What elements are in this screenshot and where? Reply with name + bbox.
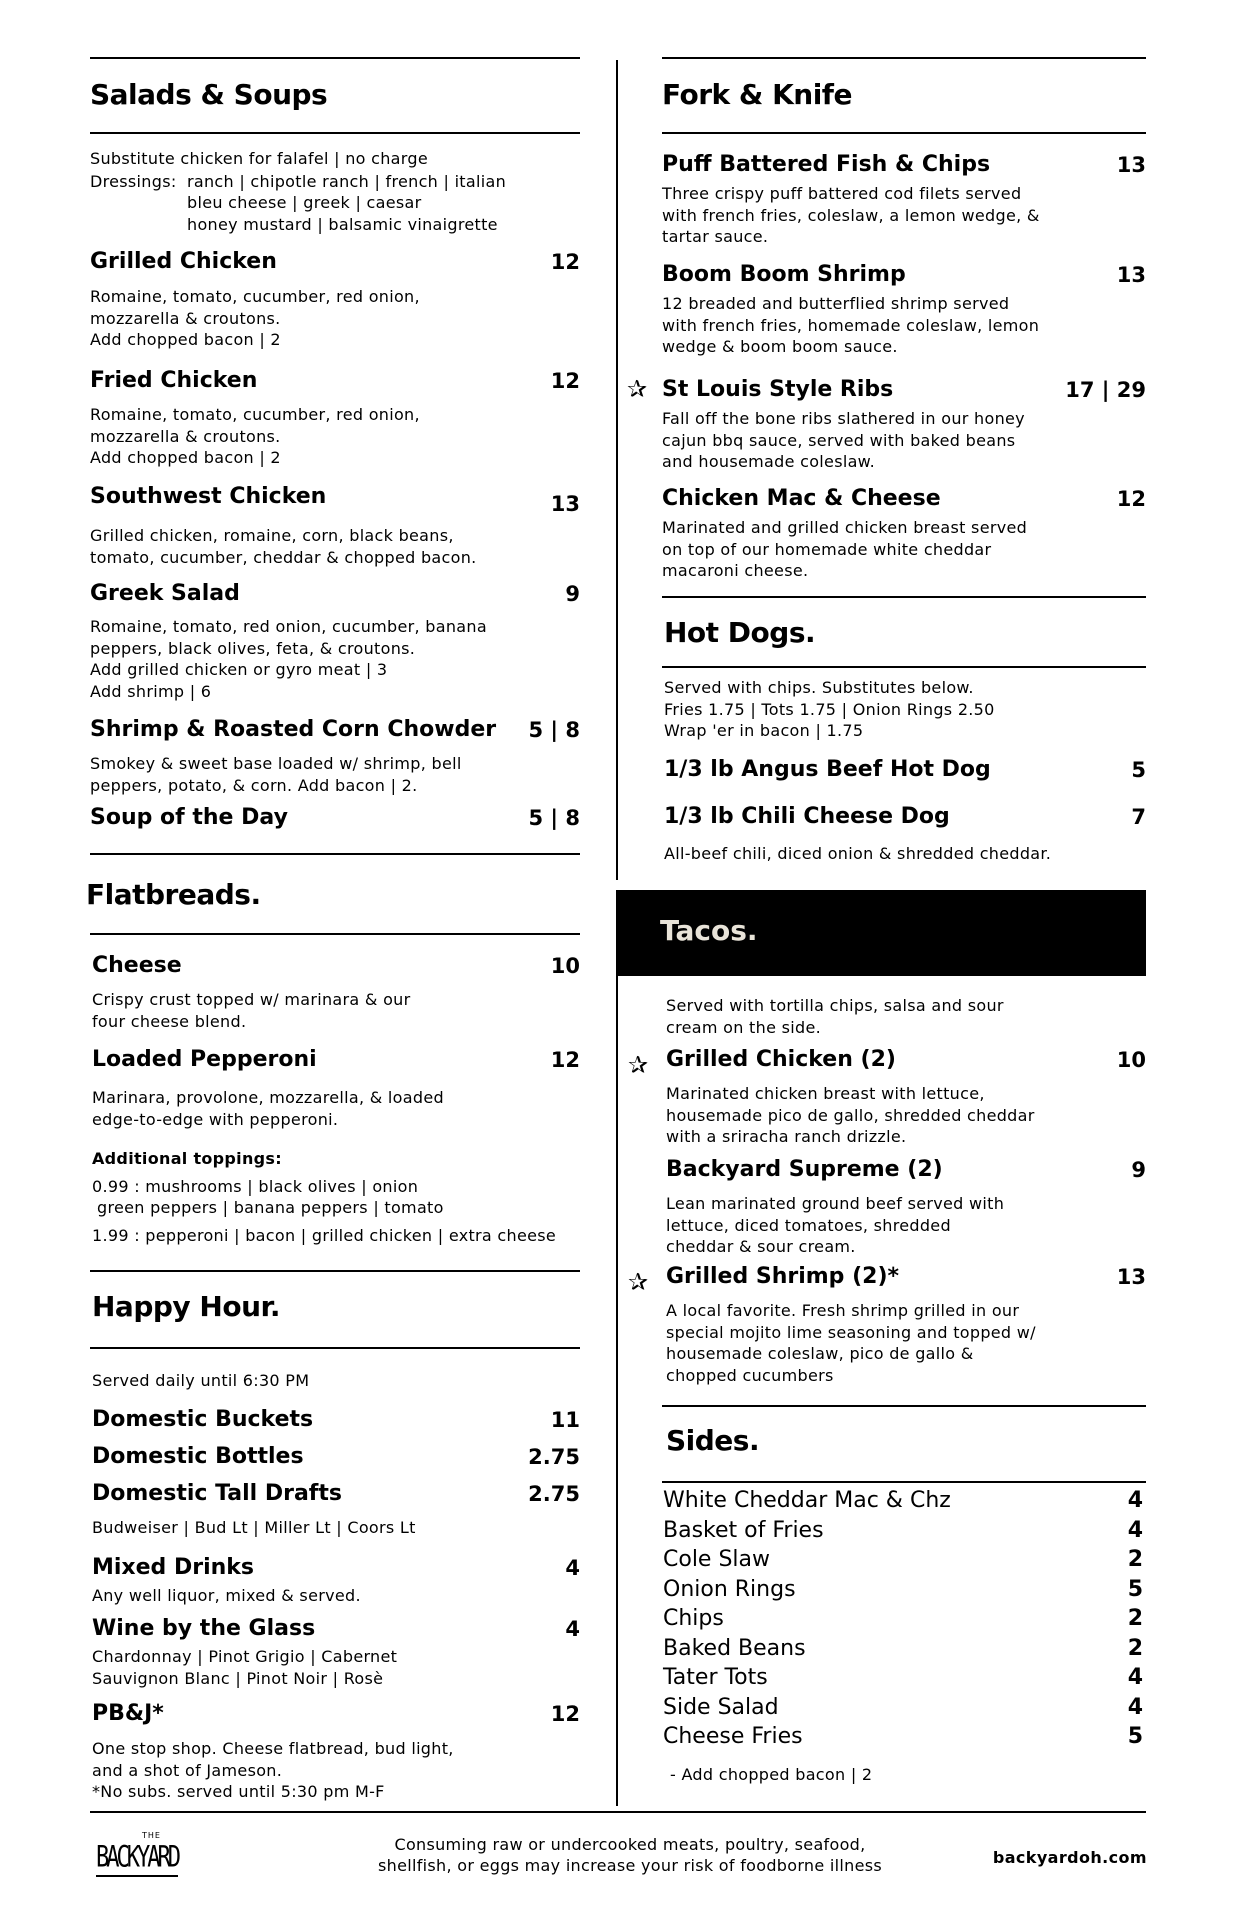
divider: [662, 132, 1146, 134]
logo-underline: [96, 1875, 178, 1877]
dressings-line: honey mustard | balsamic vinaigrette: [187, 215, 498, 234]
dressings-line: ranch | chipotle ranch | french | italian: [187, 172, 507, 191]
menu-item-desc: Three crispy puff battered cod filets served with french fries, coleslaw, a lemon wedge, & tartar sauce.: [662, 184, 1040, 246]
menu-item-price: 17 | 29: [1065, 378, 1146, 402]
menu-item-price: 4: [565, 1617, 580, 1641]
menu-item-name: Grilled Shrimp (2)*: [666, 1264, 900, 1289]
menu-item-price: 13: [1116, 1265, 1146, 1289]
menu-item-desc: Marinara, provolone, mozzarella, & loaded edge-to-edge with pepperoni.: [92, 1088, 444, 1129]
menu-item-desc: Romaine, tomato, red onion, cucumber, banana peppers, black olives, feta, & croutons. Add grilled chicken or gyro meat | 3 Add shrimp | 6: [90, 617, 487, 701]
side-item: Cheese Fries 5: [663, 1724, 1143, 1749]
logo-the: THE: [142, 1831, 161, 1840]
divider: [90, 853, 580, 855]
menu-item-desc: One stop shop. Cheese flatbread, bud light, and a shot of Jameson. *No subs. served until 5:30 pm M-F: [92, 1739, 454, 1801]
divider: [90, 57, 580, 59]
salads-title: Salads & Soups: [90, 78, 328, 111]
tacos-note: Served with tortilla chips, salsa and sour cream on the side.: [666, 996, 1004, 1037]
sides-list: [663, 1488, 1143, 1754]
divider: [662, 596, 1146, 598]
toppings-label: Additional toppings:: [92, 1149, 282, 1168]
menu-item-desc: Fall off the bone ribs slathered in our honey cajun bbq sauce, served with baked beans and housemade coleslaw.: [662, 409, 1025, 471]
divider: [662, 1405, 1146, 1407]
menu-item-name: Wine by the Glass: [92, 1616, 316, 1641]
hot-dogs-title: Hot Dogs.: [664, 616, 816, 649]
toppings-line: 1.99 : pepperoni | bacon | grilled chicken | extra cheese: [92, 1226, 557, 1245]
menu-item-desc: Romaine, tomato, cucumber, red onion, mozzarella & croutons. Add chopped bacon | 2: [90, 405, 420, 467]
menu-item-name: Greek Salad: [90, 581, 240, 606]
menu-item-name: Fried Chicken: [90, 368, 258, 393]
menu-item-name: Southwest Chicken: [90, 484, 327, 509]
menu-item-name: Mixed Drinks: [92, 1555, 254, 1580]
menu-item-price: 12: [550, 1702, 580, 1726]
menu-item-name: Grilled Chicken (2): [666, 1047, 896, 1072]
column-divider: [616, 60, 618, 880]
menu-item-name: Domestic Tall Drafts: [92, 1481, 342, 1506]
divider: [662, 57, 1146, 59]
menu-item-price: 4: [565, 1556, 580, 1580]
menu-item-name: 1/3 lb Chili Cheese Dog: [664, 804, 950, 829]
menu-item-price: 11: [550, 1408, 580, 1432]
menu-item-price: 5 | 8: [528, 718, 580, 742]
menu-item-desc: 12 breaded and butterflied shrimp served with french fries, homemade coleslaw, lemon wedge & boom boom sauce.: [662, 294, 1040, 356]
flatbreads-title: Flatbreads.: [86, 878, 261, 911]
divider: [662, 1481, 1146, 1483]
star-icon: ✰: [627, 375, 648, 403]
menu-item-desc: Crispy crust topped w/ marinara & our four cheese blend.: [92, 990, 411, 1031]
star-icon: ✰: [628, 1268, 649, 1296]
menu-item-name: Chicken Mac & Cheese: [662, 486, 941, 511]
menu-item-price: 13: [550, 492, 580, 516]
menu-item-price: 12: [550, 1048, 580, 1072]
dressings-line: bleu cheese | greek | caesar: [187, 193, 422, 212]
side-item: Tater Tots 4: [663, 1665, 1143, 1690]
menu-item-price: 5 | 8: [528, 806, 580, 830]
menu-item-desc: Any well liquor, mixed & served.: [92, 1586, 361, 1605]
menu-item-desc: Marinated chicken breast with lettuce, housemade pico de gallo, shredded cheddar with a sriracha ranch drizzle.: [666, 1084, 1035, 1146]
side-item: Cole Slaw 2: [663, 1547, 1143, 1572]
menu-item-name: Boom Boom Shrimp: [662, 262, 906, 287]
footer-divider: [90, 1811, 1146, 1813]
menu-item-name: Puff Battered Fish & Chips: [662, 152, 991, 177]
menu-item-desc: Marinated and grilled chicken breast served on top of our homemade white cheddar macaroni cheese.: [662, 518, 1028, 580]
menu-item-desc: A local favorite. Fresh shrimp grilled in our special mojito lime seasoning and topped w/ housemade coleslaw, pico de gallo & chopped cucumbers: [666, 1301, 1036, 1385]
menu-item-price: 12: [550, 369, 580, 393]
divider: [662, 666, 1146, 668]
side-item: Side Salad 4: [663, 1694, 1143, 1720]
menu-item-price: 12: [550, 250, 580, 274]
side-item: Chips 2: [663, 1606, 1143, 1631]
salads-note: Substitute chicken for falafel | no charge: [90, 149, 428, 168]
menu-item-name: Grilled Chicken: [90, 249, 277, 274]
happy-hour-title: Happy Hour.: [92, 1290, 280, 1323]
menu-item-price: 7: [1131, 805, 1146, 829]
menu-item-name: Domestic Bottles: [92, 1444, 304, 1469]
menu-item-desc: Romaine, tomato, cucumber, red onion, mozzarella & croutons. Add chopped bacon | 2: [90, 287, 420, 349]
menu-item-price: 9: [565, 582, 580, 606]
menu-item-name: 1/3 lb Angus Beef Hot Dog: [664, 757, 991, 782]
happy-hour-note: Served daily until 6:30 PM: [92, 1371, 310, 1390]
menu-item-price: 2.75: [528, 1445, 580, 1469]
logo-wordmark: BACKYARD: [96, 1841, 178, 1875]
star-icon: ✰: [628, 1051, 649, 1079]
menu-item-price: 13: [1116, 153, 1146, 177]
menu-item-name: St Louis Style Ribs: [662, 377, 894, 402]
menu-item-desc: Grilled chicken, romaine, corn, black beans, tomato, cucumber, cheddar & chopped bacon.: [90, 526, 477, 567]
menu-item-name: Shrimp & Roasted Corn Chowder: [90, 717, 497, 742]
column-divider-lower: [616, 976, 618, 1806]
sides-bacon-note: - Add chopped bacon | 2: [670, 1765, 873, 1784]
menu-item-price: 13: [1116, 263, 1146, 287]
divider: [90, 132, 580, 134]
menu-item-price: 12: [1116, 487, 1146, 511]
menu-item-name: Cheese: [92, 953, 182, 978]
divider: [90, 1347, 580, 1349]
menu-item-name: Soup of the Day: [90, 805, 288, 830]
tacos-title: Tacos.: [660, 914, 758, 947]
foodborne-warning: Consuming raw or undercooked meats, poultry, seafood, shellfish, or eggs may increase your risk of foodborne illness: [378, 1835, 882, 1875]
menu-item-price: 5: [1131, 758, 1146, 782]
side-item: Baked Beans 2: [663, 1635, 1143, 1661]
menu-item-name: PB&J*: [92, 1701, 164, 1726]
fork-knife-title: Fork & Knife: [662, 78, 852, 111]
menu-item-name: Domestic Buckets: [92, 1407, 314, 1432]
menu-item-desc: Chardonnay | Pinot Grigio | Cabernet Sauvignon Blanc | Pinot Noir | Rosè: [92, 1647, 398, 1688]
menu-item-price: 9: [1131, 1158, 1146, 1182]
toppings-line: green peppers | banana peppers | tomato: [97, 1198, 444, 1217]
divider: [90, 933, 580, 935]
menu-item-price: 10: [550, 954, 580, 978]
sides-title: Sides.: [666, 1424, 760, 1457]
dressings-label: Dressings:: [90, 172, 177, 191]
backyard-logo: [96, 1831, 178, 1881]
side-item: Basket of Fries 4: [663, 1517, 1143, 1543]
hot-dogs-note: Served with chips. Substitutes below. Fries 1.75 | Tots 1.75 | Onion Rings 2.50 Wrap 'er in bacon | 1.75: [664, 678, 995, 740]
divider: [90, 1270, 580, 1272]
website-link[interactable]: backyardoh.com: [992, 1848, 1147, 1867]
menu-item-desc: All-beef chili, diced onion & shredded cheddar.: [664, 844, 1052, 863]
menu-item-name: Backyard Supreme (2): [666, 1157, 943, 1182]
beer-list: Budweiser | Bud Lt | Miller Lt | Coors Lt: [92, 1518, 416, 1537]
menu-item-price: 2.75: [528, 1482, 580, 1506]
menu-item-price: 10: [1116, 1048, 1146, 1072]
menu-item-name: Loaded Pepperoni: [92, 1047, 317, 1072]
side-item: White Cheddar Mac & Chz 4: [663, 1488, 1143, 1513]
menu-item-desc: Lean marinated ground beef served with lettuce, diced tomatoes, shredded cheddar & sour cream.: [666, 1194, 1005, 1256]
side-item: Onion Rings 5: [663, 1576, 1143, 1602]
toppings-line: 0.99 : mushrooms | black olives | onion: [92, 1177, 419, 1196]
menu-item-desc: Smokey & sweet base loaded w/ shrimp, bell peppers, potato, & corn. Add bacon | 2.: [90, 754, 462, 795]
